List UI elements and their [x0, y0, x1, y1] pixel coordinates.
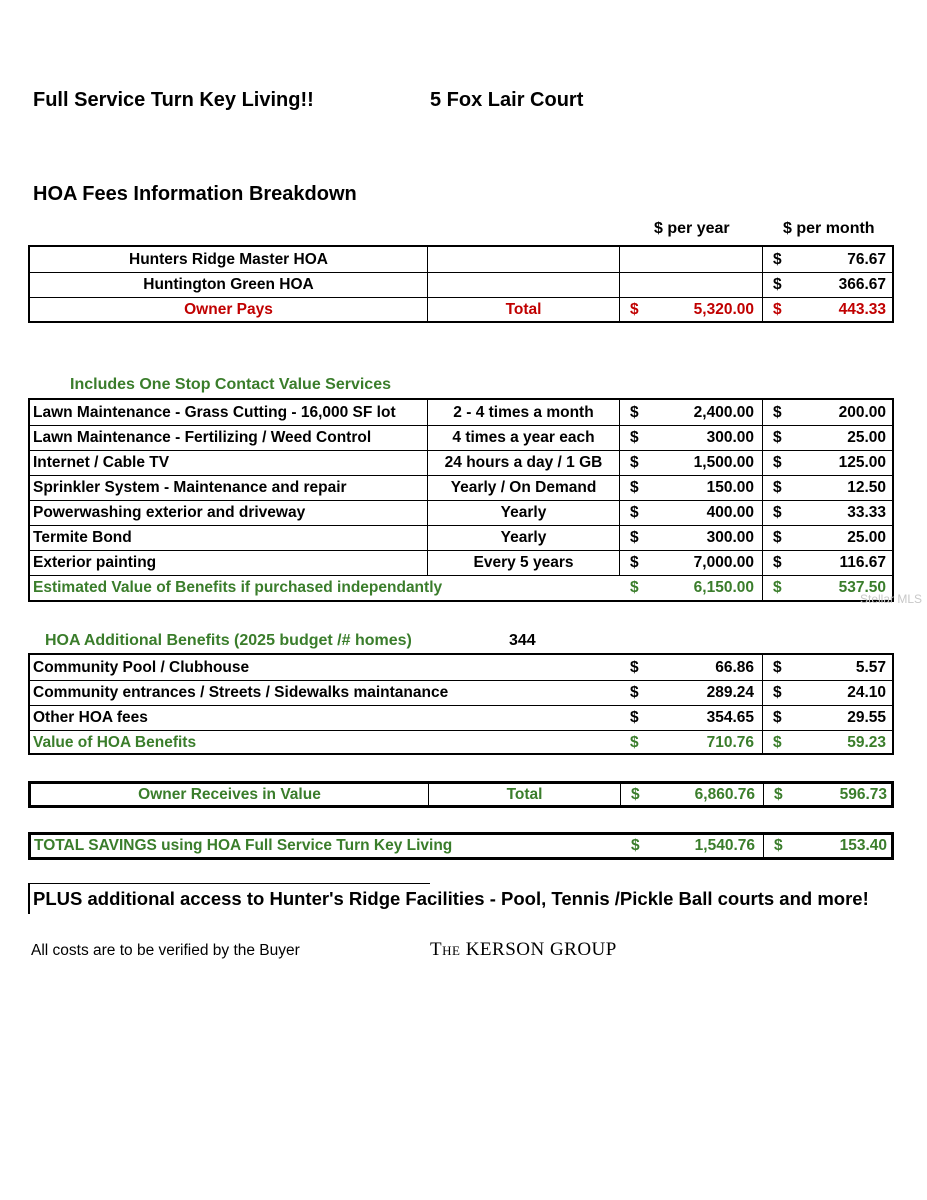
dollar-sign: $: [630, 503, 639, 521]
yearly-amount: 5,320.00: [693, 300, 754, 318]
service-frequency: 4 times a year each: [428, 425, 620, 450]
dollar-sign: $: [773, 428, 782, 446]
dollar-sign: $: [773, 300, 782, 318]
service-frequency: Yearly / On Demand: [428, 475, 620, 500]
table-row: [30, 655, 892, 681]
monthly-amount: 24.10: [847, 683, 886, 701]
yearly-amount: 7,000.00: [693, 553, 754, 571]
table-row-total: [30, 730, 892, 755]
monthly-amount: 443.33: [838, 300, 886, 318]
table-row: [30, 400, 892, 426]
dollar-sign: $: [630, 528, 639, 546]
service-frequency: Every 5 years: [428, 550, 620, 575]
dollar-sign: $: [630, 453, 639, 471]
property-address: 5 Fox Lair Court: [430, 89, 584, 111]
owner-receives-row: [28, 781, 894, 808]
service-description: Exterior painting: [30, 550, 428, 575]
total-label: Total: [429, 784, 621, 805]
yearly-amount: 150.00: [706, 478, 754, 496]
yearly-amount: 300.00: [706, 428, 754, 446]
service-frequency: Yearly: [428, 525, 620, 550]
monthly-amount: 366.67: [838, 275, 886, 293]
dollar-sign: $: [774, 837, 783, 854]
yearly-amount: 1,500.00: [693, 453, 754, 471]
hoa-benefits-total-label: Value of HOA Benefits: [33, 733, 197, 751]
monthly-amount: 125.00: [838, 453, 886, 471]
table-row: [30, 680, 892, 706]
table-row: [30, 705, 892, 731]
dollar-sign: $: [630, 403, 639, 421]
dollar-sign: $: [630, 478, 639, 496]
benefit-description: Community entrances / Streets / Sidewalks maintanance: [33, 683, 449, 701]
monthly-amount: 596.73: [839, 785, 887, 803]
brand-name: KERSON GROUP: [465, 939, 617, 960]
yearly-amount: 66.86: [715, 658, 754, 676]
dollar-sign: $: [631, 785, 640, 803]
table-row: [30, 500, 892, 526]
hoa-fees-table: [28, 245, 894, 323]
table-row: [30, 425, 892, 451]
brand-logo: [430, 939, 617, 961]
dollar-sign: $: [631, 837, 640, 854]
dollar-sign: $: [773, 250, 782, 268]
yearly-amount: 6,150.00: [693, 578, 754, 596]
monthly-amount: 5.57: [855, 658, 886, 676]
owner-pays-label: Owner Pays: [30, 297, 428, 322]
services-table: [28, 398, 894, 602]
hoa-benefits-table: [28, 653, 894, 755]
dollar-sign: $: [630, 428, 639, 446]
dollar-sign: $: [630, 683, 639, 701]
yearly-amount: 300.00: [706, 528, 754, 546]
plus-note: PLUS additional access to Hunter's Ridge Facilities - Pool, Tennis /Pickle Ball courts and more!: [33, 888, 869, 909]
monthly-amount: 200.00: [838, 403, 886, 421]
monthly-amount: 153.40: [839, 837, 887, 854]
yearly-amount: 1,540.76: [694, 837, 755, 854]
brand-the: The: [430, 939, 461, 960]
dollar-sign: $: [774, 785, 783, 803]
dollar-sign: $: [630, 708, 639, 726]
monthly-amount: 59.23: [847, 733, 886, 751]
dollar-sign: $: [630, 553, 639, 571]
dollar-sign: $: [773, 528, 782, 546]
yearly-amount: 710.76: [706, 733, 754, 751]
monthly-amount: 116.67: [839, 553, 886, 571]
dollar-sign: $: [630, 658, 639, 676]
dollar-sign: $: [773, 275, 782, 293]
monthly-amount: 537.50: [838, 578, 886, 596]
hoa-name: Huntington Green HOA: [30, 272, 428, 297]
dollar-sign: $: [773, 708, 782, 726]
service-description: Termite Bond: [30, 525, 428, 550]
dollar-sign: $: [773, 658, 782, 676]
services-heading: Includes One Stop Contact Value Services: [70, 376, 391, 393]
section-title: HOA Fees Information Breakdown: [33, 183, 357, 205]
table-row: [30, 475, 892, 501]
dollar-sign: $: [773, 503, 782, 521]
total-savings-row: [28, 832, 894, 860]
yearly-amount: 6,860.76: [694, 785, 755, 803]
dollar-sign: $: [630, 578, 639, 596]
watermark: Stellar MLS: [860, 592, 923, 606]
service-description: Lawn Maintenance - Grass Cutting - 16,000 SF lot: [30, 400, 428, 425]
table-row: [30, 272, 892, 298]
benefit-description: Community Pool / Clubhouse: [33, 658, 250, 676]
dollar-sign: $: [773, 578, 782, 596]
service-frequency: 2 - 4 times a month: [428, 400, 620, 425]
column-header-year: $ per year: [654, 220, 730, 237]
dollar-sign: $: [630, 300, 639, 318]
services-total-label: Estimated Value of Benefits if purchased independantly: [33, 578, 443, 596]
monthly-amount: 25.00: [847, 528, 886, 546]
table-row: [30, 450, 892, 476]
dollar-sign: $: [773, 683, 782, 701]
dollar-sign: $: [773, 478, 782, 496]
dollar-sign: $: [773, 403, 782, 421]
service-description: Lawn Maintenance - Fertilizing / Weed Control: [30, 425, 428, 450]
hoa-name: Hunters Ridge Master HOA: [30, 247, 428, 272]
total-label: Total: [428, 297, 620, 322]
page-title: Full Service Turn Key Living!!: [33, 89, 314, 111]
monthly-amount: 29.55: [847, 708, 886, 726]
dollar-sign: $: [773, 553, 782, 571]
monthly-amount: 76.67: [847, 250, 886, 268]
total-savings-label: TOTAL SAVINGS using HOA Full Service Turn Key Living: [34, 837, 453, 854]
service-frequency: 24 hours a day / 1 GB: [428, 450, 620, 475]
benefit-description: Other HOA fees: [33, 708, 148, 726]
yearly-amount: 354.65: [706, 708, 754, 726]
monthly-amount: 25.00: [847, 428, 886, 446]
monthly-amount: 33.33: [847, 503, 886, 521]
table-row: [30, 525, 892, 551]
homes-count: 344: [509, 632, 536, 649]
dollar-sign: $: [773, 733, 782, 751]
owner-receives-label: Owner Receives in Value: [31, 784, 429, 805]
table-row: [30, 550, 892, 576]
hoa-benefits-heading: HOA Additional Benefits (2025 budget /# homes): [45, 632, 412, 649]
dollar-sign: $: [773, 453, 782, 471]
service-description: Sprinkler System - Maintenance and repair: [30, 475, 428, 500]
service-frequency: Yearly: [428, 500, 620, 525]
yearly-amount: 400.00: [706, 503, 754, 521]
disclaimer: All costs are to be verified by the Buyer: [31, 942, 300, 959]
service-description: Internet / Cable TV: [30, 450, 428, 475]
monthly-amount: 12.50: [847, 478, 886, 496]
column-header-month: $ per month: [783, 220, 875, 237]
dollar-sign: $: [630, 733, 639, 751]
table-row: [30, 247, 892, 273]
service-description: Powerwashing exterior and driveway: [30, 500, 428, 525]
table-row-total: [30, 297, 892, 322]
yearly-amount: 289.24: [706, 683, 754, 701]
table-row-total: [30, 575, 892, 600]
yearly-amount: 2,400.00: [693, 403, 754, 421]
